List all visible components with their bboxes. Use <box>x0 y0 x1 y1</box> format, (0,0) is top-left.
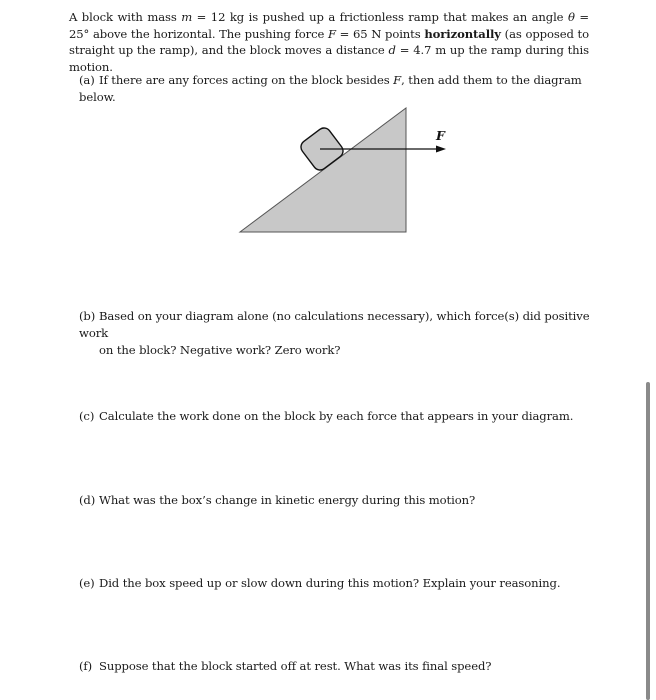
part-e <box>79 575 591 592</box>
ramp-diagram <box>230 100 470 240</box>
intro-segment: = 4.7 m up the ramp during this motion. <box>69 43 590 74</box>
intro-segment: (as opposed to straight up the ramp), and the block moves a distance <box>69 26 589 57</box>
part-b-line2: on the block? Negative work? Zero work? <box>99 343 341 357</box>
part-d-text: What was the box’s change in kinetic energy during this motion? <box>99 493 476 507</box>
intro-segment: = 12 kg is pushed up a frictionless ramp that makes an angle <box>192 10 568 24</box>
part-a-text-post: , then add them to the diagram below. <box>79 73 582 104</box>
part-e-label: (e) <box>79 576 95 590</box>
part-e-text: Did the box speed up or slow down during this motion? Explain your reasoning. <box>99 576 561 590</box>
scrollbar[interactable] <box>646 382 650 700</box>
intro-segment: horizontally <box>424 26 501 41</box>
part-c <box>79 408 591 425</box>
force-label: F <box>436 128 445 143</box>
intro-segment: = 65 N points <box>335 26 425 41</box>
part-c-text: Calculate the work done on the block by each force that appears in your diagram. <box>99 409 574 423</box>
part-c-label: (c) <box>79 409 95 423</box>
part-d-label: (d) <box>79 493 96 507</box>
force-arrow-head <box>436 146 446 153</box>
part-f <box>79 658 591 675</box>
intro-segment: = 25° above the horizontal. The pushing force <box>69 10 589 41</box>
intro-segment: F <box>327 26 336 41</box>
intro-segment: A block with mass <box>69 10 182 24</box>
part-a-text-pre: If there are any forces acting on the block besides <box>99 73 394 87</box>
part-b <box>79 308 591 359</box>
part-b-line1: Based on your diagram alone (no calculations necessary), which force(s) did positive work <box>79 309 590 340</box>
part-d <box>79 492 591 509</box>
intro-segment: θ <box>567 10 575 24</box>
intro-segment: m <box>181 10 193 24</box>
part-f-text: Suppose that the block started off at rest. What was its final speed? <box>99 659 492 673</box>
problem-statement <box>69 9 589 75</box>
intro-segment: d <box>388 43 396 57</box>
part-f-label: (f) <box>79 659 93 673</box>
part-a-label: (a) <box>79 73 95 87</box>
part-b-label: (b) <box>79 309 96 323</box>
part-a-var: F <box>393 73 402 87</box>
